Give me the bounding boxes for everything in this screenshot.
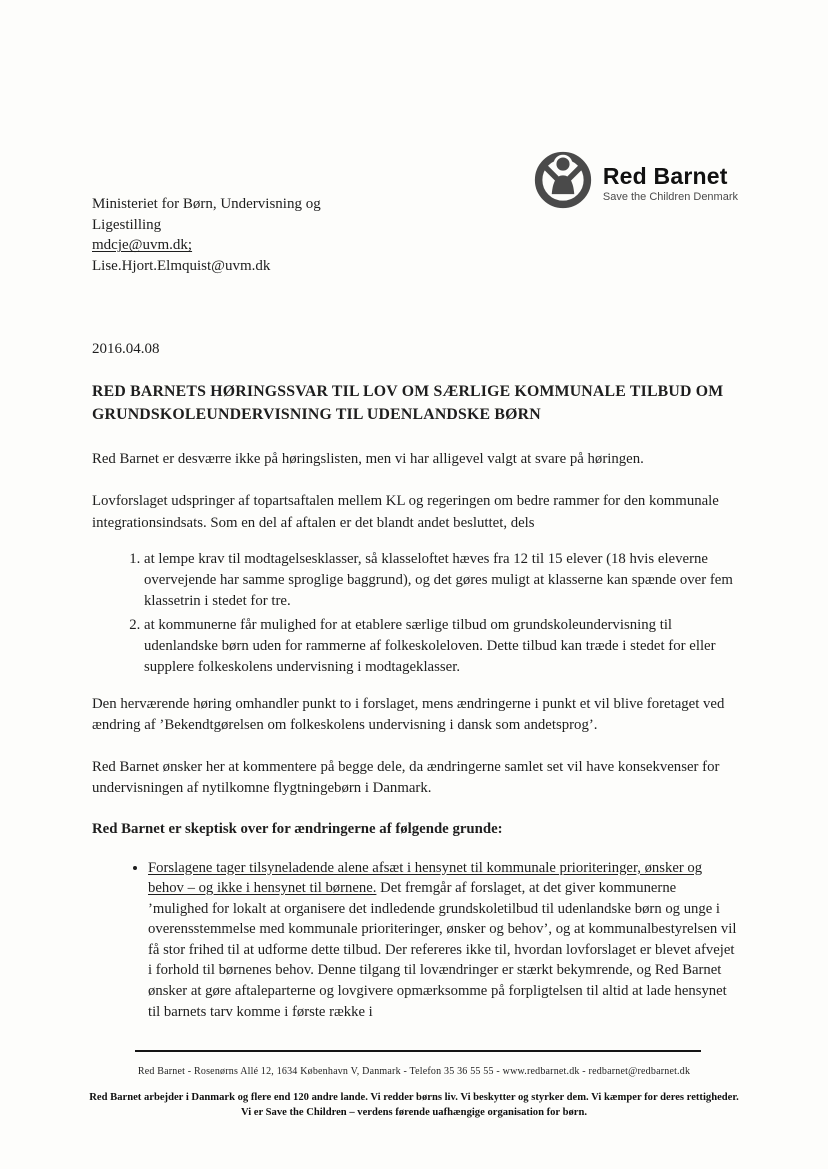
section-heading: Red Barnet er skeptisk over for ændringerne af følgende grunde: bbox=[92, 821, 503, 838]
paragraph-comment: Red Barnet ønsker her at kommentere på begge dele, da ændringerne samlet set vil have konsekvenser for undervisningen af nytilkomne flygtningebørn i Danmark. bbox=[92, 758, 720, 796]
logo-text bbox=[603, 164, 738, 203]
red-barnet-logo-icon bbox=[533, 150, 593, 210]
document-date: 2016.04.08 bbox=[92, 340, 160, 357]
footer-divider bbox=[135, 1050, 701, 1052]
recipient-email-1: mdcje@uvm.dk; bbox=[92, 237, 193, 254]
numbered-item-2: 2. at kommunerne får mulighed for at etablere særlige tilbud om grundskoleundervisning til udenlandske børn uden for rammerne af folkeskoleloven. Dette tilbud kan træde i stedet for eller supplere folkeskolens undervisning i modtageklasser. bbox=[144, 615, 740, 678]
footer-mission-line-2: Vi er Save the Children – verdens førende uafhængige organisation for børn. bbox=[240, 1107, 588, 1119]
footer-mission bbox=[0, 1090, 828, 1121]
document-title: RED BARNETS HØRINGSSVAR TIL LOV OM SÆRLIGE KOMMUNALE TILBUD OM GRUNDSKOLEUNDERVISNING TIL UDENLANDSKE BØRN bbox=[92, 382, 724, 424]
brand-tagline: Save the Children Denmark bbox=[602, 191, 738, 204]
recipient-line-2: Ligestilling bbox=[92, 216, 162, 233]
numbered-item-1: 1. at lempe krav til modtagelsesklasser, så klasseloftet hæves fra 12 til 15 elever (18 hvis eleverne overvejende har samme sproglige baggrund), og det gøres muligt at klasserne kan spænde over fem klassetrin i stedet for tre. bbox=[144, 549, 740, 612]
recipient-email-2: Lise.Hjort.Elmquist@uvm.dk bbox=[92, 258, 271, 275]
footer-contact-line: Red Barnet - Rosenørns Allé 12, 1634 København V, Danmark - Telefon 35 36 55 55 - www.redbarnet.dk - redbarnet@redbarnet.dk bbox=[137, 1066, 691, 1077]
bullet-item bbox=[148, 858, 740, 1023]
paragraph-background: Lovforslaget udspringer af topartsaftalen mellem KL og regeringen om bedre rammer for den kommunale integrationsindsats. Som en del af aftalen er det blandt andet besluttet, dels bbox=[92, 493, 719, 531]
bullet-list bbox=[92, 858, 740, 1023]
letterhead bbox=[92, 0, 740, 277]
bullet-emphasis: Forslagene tager tilsyneladende alene afsæt i hensynet til kommunale prioriteringer, ønsker og behov – og ikke i hensynet til børnene. bbox=[148, 859, 703, 897]
paragraph-intro: Red Barnet er desværre ikke på høringslisten, men vi har alligevel valgt at svare på høringen. bbox=[92, 451, 644, 468]
paragraph-scope: Den herværende høring omhandler punkt to i forslaget, mens ændringerne i punkt et vil blive foretaget ved ændring af ’Bekendtgørelsen om folkeskolens undervisning i dansk som andetsprog’. bbox=[92, 696, 725, 734]
bullet-text: Det fremgår af forslaget, at det giver kommunerne ’mulighed for lokalt at organisere det indledende grundskoletilbud til udenlandske børn og unge i overensstemmelse med kommunale prioriteringer, ønsker og behov’, og at kommunalbestyrelsen vil få stor frihed til at udforme dette tilbud. Der refereres ikke til, hvordan lovforslaget er blevet afvejet i forhold til børnenes behov. Denne tilgang til lovændringer er stærkt bekymrende, og Red Barnet ønsker at gøre aftaleparterne og lovgivere opmærksomme på forpligtelsen til altid at lade hensynet til barnets tarv komme i første række i bbox=[148, 880, 737, 1020]
red-barnet-logo bbox=[533, 150, 738, 210]
numbered-list bbox=[92, 549, 740, 678]
brand-name: Red Barnet bbox=[602, 163, 728, 189]
recipient-address bbox=[92, 194, 321, 277]
footer-mission-line-1: Red Barnet arbejder i Danmark og flere end 120 andre lande. Vi redder børns liv. Vi beskytter og styrker dem. Vi kæmper for deres rettigheder. bbox=[89, 1092, 739, 1103]
recipient-line-1: Ministeriet for Børn, Undervisning og bbox=[92, 196, 321, 212]
